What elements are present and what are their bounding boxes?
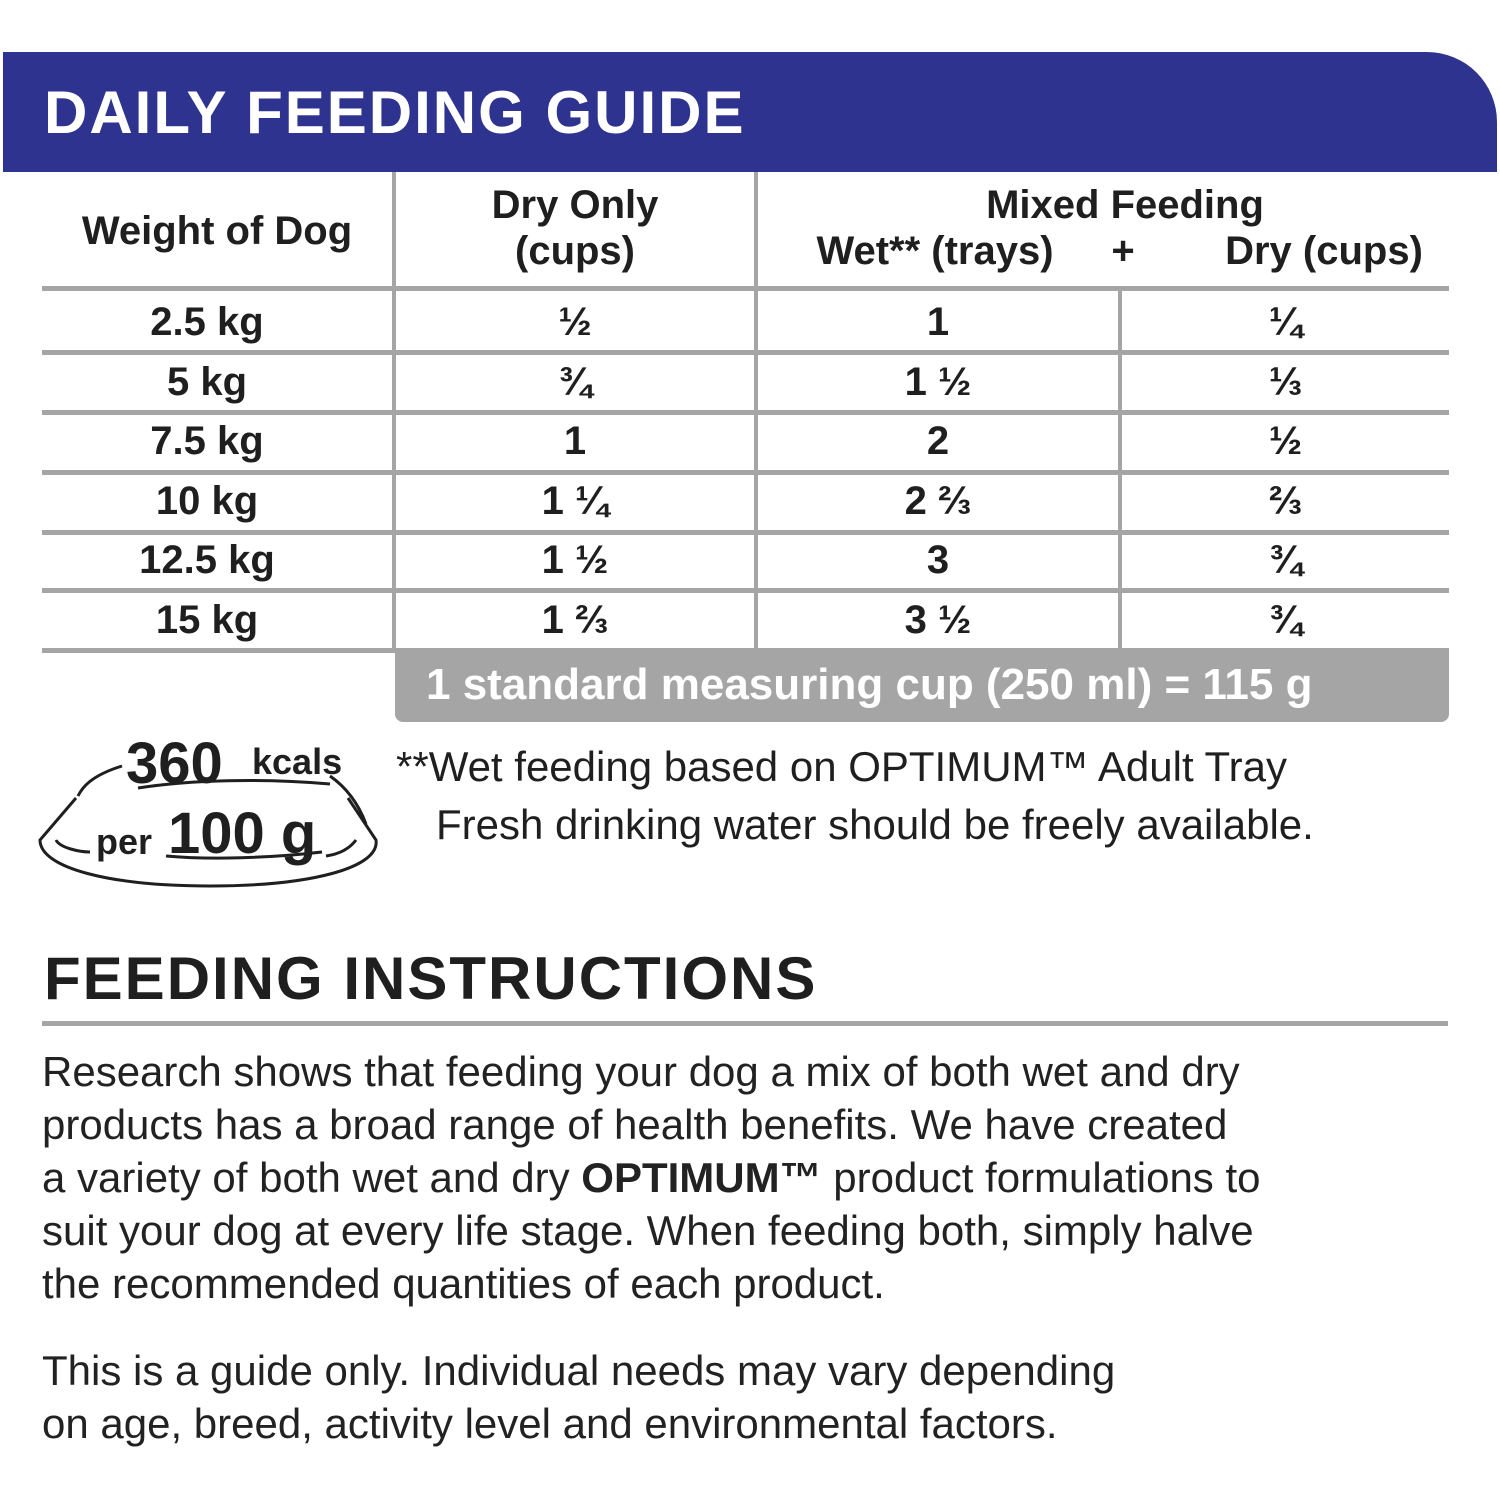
wet-cell: 1 [926,300,950,344]
instructions-line: the recommended quantities of each product. [42,1260,885,1307]
dry-only-cell: 1 ¼ [541,479,609,523]
wet-cell: 2 ⅔ [904,479,972,523]
table-rule [42,470,1449,475]
per-amount: 100 g [168,801,317,866]
header-weight: Weight of Dog [81,209,353,253]
weight-cell: 10 kg [155,479,259,523]
header-plus: + [1111,229,1135,273]
header-dry-only: Dry Only [491,183,659,227]
weight-cell: 12.5 kg [139,538,275,582]
guide-title: DAILY FEEDING GUIDE [44,79,746,146]
per-word: per [96,821,153,862]
guide-disclaimer-line: This is a guide only. Individual needs may vary depending [42,1347,1116,1394]
weight-cell: 2.5 kg [150,300,264,344]
dry-only-cell: ½ [558,300,592,344]
wet-feeding-note: **Wet feeding based on OPTIMUM™ Adult Tray [396,743,1287,790]
instructions-line [42,1151,1261,1204]
kcal-value: 360 [126,731,223,796]
table-rule [42,286,1449,291]
header-wet: Wet** (trays) [816,229,1054,273]
kcal-unit: kcals [252,741,343,782]
dry-cell: ¼ [1268,300,1303,344]
instructions-text: product formulations to [821,1154,1261,1201]
header-mixed-feeding: Mixed Feeding [986,183,1264,227]
brand-name: OPTIMUM™ [581,1154,822,1201]
dry-cell: ⅔ [1268,479,1303,523]
dry-cell: ½ [1268,419,1303,463]
dry-cell: ⅓ [1268,360,1303,404]
dry-cell: ¾ [1268,598,1303,642]
weight-cell: 7.5 kg [150,419,264,463]
table-rule [42,648,396,653]
dry-only-cell: 1 ⅔ [541,598,609,642]
table-rule [42,410,1449,415]
wet-cell: 1 ½ [904,360,972,404]
water-note: Fresh drinking water should be freely available. [436,801,1314,848]
table-rule [42,588,1449,593]
dry-only-cell: ¾ [558,360,592,404]
dry-only-cell: 1 ½ [541,538,609,582]
header-dry: Dry (cups) [1225,229,1423,273]
table-rule [42,350,1449,355]
weight-cell: 5 kg [166,360,248,404]
guide-disclaimer-line: on age, breed, activity level and environmental factors. [42,1400,1058,1447]
instructions-line: products has a broad range of health benefits. We have created [42,1101,1228,1148]
wet-cell: 2 [926,419,950,463]
instructions-line: suit your dog at every life stage. When feeding both, simply halve [42,1207,1254,1254]
dry-cell: ¾ [1268,538,1303,582]
weight-cell: 15 kg [155,598,259,642]
instructions-line: Research shows that feeding your dog a mix of both wet and dry [42,1048,1240,1095]
instructions-text: a variety of both wet and dry [42,1154,582,1201]
table-rule [42,530,1449,535]
instructions-rule [42,1021,1448,1026]
instructions-title: FEEDING INSTRUCTIONS [44,945,818,1012]
header-dry-only-unit: (cups) [515,229,635,273]
dry-only-cell: 1 [563,419,587,463]
wet-cell: 3 [926,538,950,582]
wet-cell: 3 ½ [904,598,972,642]
cup-note: 1 standard measuring cup (250 ml) = 115 g [426,660,1313,709]
